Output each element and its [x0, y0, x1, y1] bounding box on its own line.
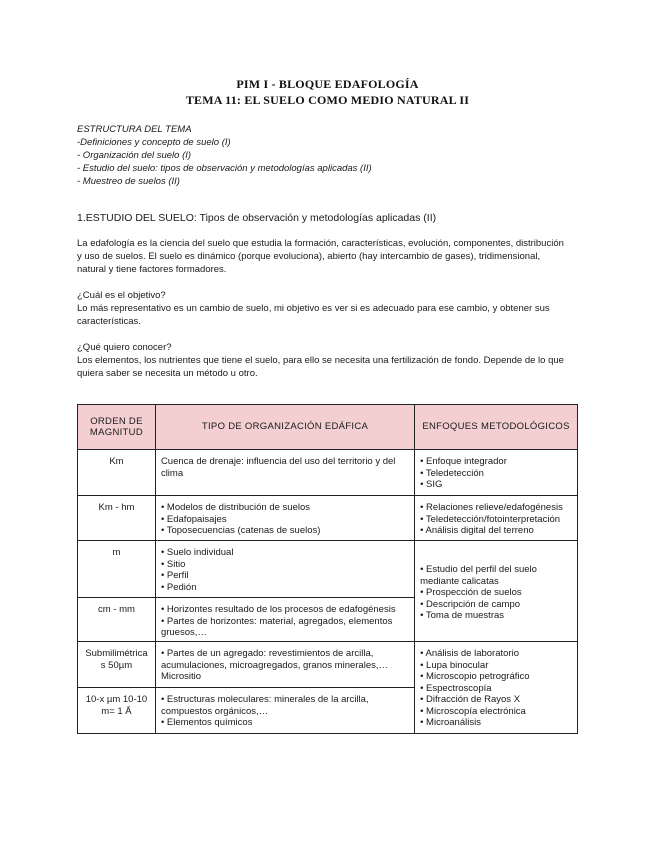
paragraph-line: La edafología es la ciencia del suelo que estudia la formación, características, evolución, componentes, distribución [77, 238, 564, 249]
organization-cell: • Modelos de distribución de suelos • Edafopaisajes • Toposecuencias (catenas de suelos) [155, 496, 414, 541]
magnitude-cell: Submilimétrica s 50µm [78, 642, 156, 688]
magnitude-cell: Km - hm [78, 496, 156, 541]
paragraph-line: natural y tiene factores formadores. [77, 264, 227, 275]
document-subtitle: TEMA 11: EL SUELO COMO MEDIO NATURAL II [185, 93, 470, 107]
intro-paragraph [77, 237, 577, 276]
structure-item: - Estudio del suelo: tipos de observación y metodologías aplicadas (II) [77, 163, 372, 174]
approaches-cell: • Relaciones relieve/edafogénesis • Teledetección/fotointerpretación • Análisis digital del terreno [415, 496, 578, 541]
objective-block [77, 289, 577, 328]
structure-heading: ESTRUCTURA DEL TEMA [77, 124, 192, 135]
approaches-cell: • Análisis de laboratorio • Lupa binocular • Microscopio petrográfico • Espectroscopía • Difracción de Rayos X • Microscopía electrónica • Microanálisis [415, 642, 578, 734]
knowledge-question: ¿Qué quiero conocer? [77, 342, 172, 353]
organization-cell: • Horizontes resultado de los procesos de edafogénesis • Partes de horizontes: material, agregados, elementos gruesos,… [155, 598, 414, 642]
knowledge-block [77, 341, 577, 380]
structure-item: -Definiciones y concepto de suelo (I) [77, 137, 231, 148]
table-row [78, 496, 578, 541]
magnitude-cell: 10-x µm 10-10 m= 1 Å [78, 688, 156, 734]
approaches-cell: • Estudio del perfil del suelo mediante calicatas • Prospección de suelos • Descripción de campo • Toma de muestras [415, 541, 578, 642]
structure-block [77, 123, 372, 188]
magnitude-cell: cm - mm [78, 598, 156, 642]
knowledge-answer-line: Los elementos, los nutrientes que tiene el suelo, para ello se necesita una fertilización de fondo. Depende de lo que [77, 355, 564, 366]
header-organization: TIPO DE ORGANIZACIÓN EDÁFICA [155, 405, 414, 450]
header-magnitude: ORDEN DE MAGNITUD [78, 405, 156, 450]
structure-item: - Muestreo de suelos (II) [77, 176, 180, 187]
organization-cell: • Suelo individual • Sitio • Perfil • Pedión [155, 541, 414, 598]
objective-question: ¿Cuál es el objetivo? [77, 290, 166, 301]
header-approaches: ENFOQUES METODOLÓGICOS [415, 405, 578, 450]
objective-answer-line: características. [77, 316, 141, 327]
structure-item: - Organización del suelo (I) [77, 150, 192, 161]
organization-cell: • Partes de un agregado: revestimientos de arcilla, acumulaciones, microagregados, granos minerales,… Micrositio [155, 642, 414, 688]
table-header-row [78, 405, 578, 450]
table-row [78, 541, 578, 598]
objective-answer-line: Lo más representativo es un cambio de suelo, mi objetivo es ver si es adecuado para ese cambio, y obtener sus [77, 303, 550, 314]
methodology-table [77, 404, 578, 734]
knowledge-answer-line: quiera saber se necesita un método u otro. [77, 368, 258, 379]
document-title: PIM I - BLOQUE EDAFOLOGÍA [236, 77, 419, 91]
approaches-cell: • Enfoque integrador • Teledetección • SIG [415, 450, 578, 496]
paragraph-line: y uso de suelos. El suelo es dinámico (porque evoluciona), abierto (hay intercambio de gases), tridimensional, [77, 251, 541, 262]
magnitude-cell: Km [78, 450, 156, 496]
table-row [78, 642, 578, 688]
table-row [78, 450, 578, 496]
magnitude-cell: m [78, 541, 156, 598]
section-heading: 1.ESTUDIO DEL SUELO: Tipos de observación y metodologías aplicadas (II) [77, 212, 437, 224]
organization-cell: Cuenca de drenaje: influencia del uso del territorio y del clima [155, 450, 414, 496]
organization-cell: • Estructuras moleculares: minerales de la arcilla, compuestos orgánicos,… • Elementos químicos [155, 688, 414, 734]
